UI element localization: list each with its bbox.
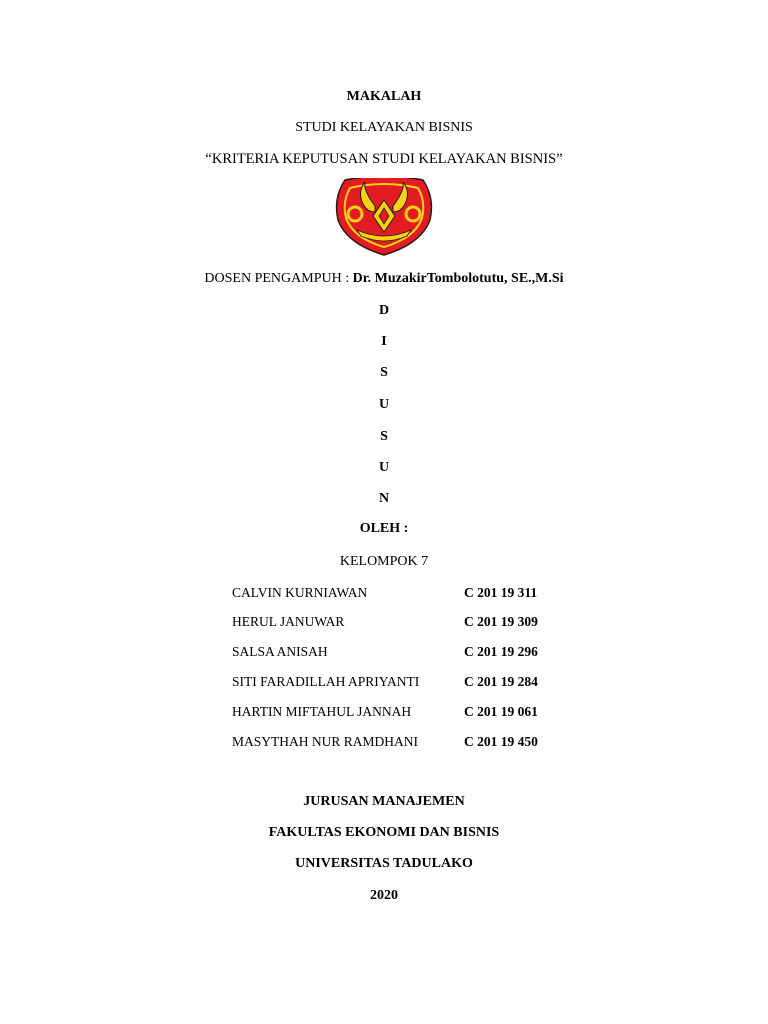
member-name: SALSA ANISAH	[232, 644, 328, 659]
member-row	[232, 703, 592, 721]
faculty-name: FAKULTAS EKONOMI DAN BISNIS	[268, 825, 500, 840]
university-emblem-icon	[335, 178, 433, 256]
disusun-letter: S	[380, 365, 388, 380]
member-nim: C 201 19 450	[464, 734, 538, 749]
department-name: JURUSAN MANAJEMEN	[303, 794, 465, 809]
document-type: MAKALAH	[346, 89, 422, 104]
lecturer-label: DOSEN PENGAMPUH :	[204, 271, 350, 286]
member-name: MASYTHAH NUR RAMDHANI	[232, 734, 419, 749]
member-nim: C 201 19 284	[464, 674, 538, 689]
member-row	[232, 584, 592, 602]
member-row	[232, 673, 592, 691]
member-name: SITI FARADILLAH APRIYANTI	[232, 674, 420, 689]
lecturer-line	[0, 270, 768, 288]
group-name: KELOMPOK 7	[339, 554, 429, 569]
disusun-letter: U	[378, 397, 390, 412]
member-name: HARTIN MIFTAHUL JANNAH	[232, 704, 412, 719]
disusun-letter: N	[378, 491, 390, 506]
university-name: UNIVERSITAS TADULAKO	[295, 856, 473, 871]
disusun-letter: U	[378, 460, 390, 475]
member-nim: C 201 19 311	[464, 585, 538, 600]
year: 2020	[370, 888, 398, 903]
lecturer-name: Dr. MuzakirTombolotutu, SE.,M.Si	[352, 271, 564, 286]
disusun-letter: D	[378, 303, 390, 318]
member-name: HERUL JANUWAR	[232, 614, 345, 629]
member-row	[232, 613, 592, 631]
member-name: CALVIN KURNIAWAN	[232, 585, 368, 600]
paper-title: “KRITERIA KEPUTUSAN STUDI KELAYAKAN BISNIS”	[205, 151, 563, 167]
disusun-letter: S	[380, 429, 388, 444]
by-label: OLEH :	[359, 521, 409, 536]
member-nim: C 201 19 309	[464, 614, 538, 629]
member-nim: C 201 19 061	[464, 704, 538, 719]
member-nim: C 201 19 296	[464, 644, 538, 659]
disusun-letter: I	[381, 334, 387, 349]
course-name: STUDI KELAYAKAN BISNIS	[295, 120, 473, 135]
member-row	[232, 643, 592, 661]
member-row	[232, 733, 592, 751]
